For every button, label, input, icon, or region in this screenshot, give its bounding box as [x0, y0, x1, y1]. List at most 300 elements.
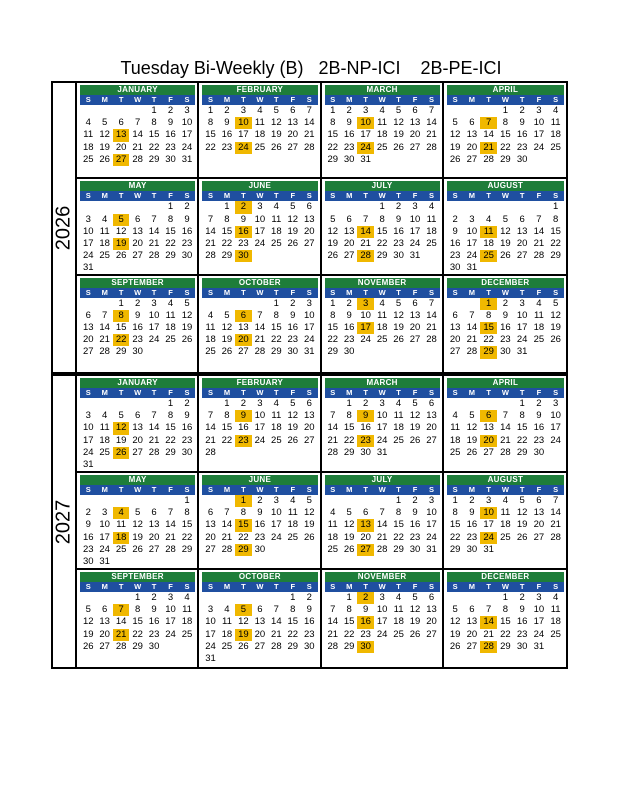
weekday-label: F	[412, 582, 418, 591]
day-date: 9	[184, 213, 190, 225]
payday-date: 29	[235, 544, 251, 556]
weekday-header	[202, 191, 317, 201]
day-date: 27	[483, 446, 494, 458]
weekday-label: T	[396, 485, 401, 494]
weekday-label: T	[118, 388, 124, 397]
day-date: 21	[271, 628, 282, 640]
day-date: 14	[533, 225, 545, 237]
day-date: 22	[393, 531, 404, 543]
day-date: 5	[330, 213, 336, 225]
day-date: 22	[132, 628, 143, 640]
day-date: 5	[224, 309, 230, 321]
day-date: 20	[409, 322, 421, 334]
day-date: 21	[360, 237, 371, 249]
day-date: 28	[533, 250, 545, 262]
weekday-label: F	[168, 191, 173, 201]
weekday-header	[447, 95, 564, 105]
day-date: 7	[207, 410, 214, 422]
day-date: 21	[327, 434, 339, 446]
day-date: 8	[379, 213, 385, 225]
month-august-2026	[444, 179, 566, 275]
day-date: 17	[82, 434, 94, 446]
day-date: 16	[132, 322, 143, 334]
day-date: 16	[449, 237, 461, 249]
weekday-label: F	[412, 191, 418, 201]
month-december-2027	[444, 570, 566, 667]
weekday-label: F	[290, 191, 296, 201]
payday-date: 24	[235, 142, 251, 154]
year-label	[53, 376, 77, 667]
day-date: 23	[181, 237, 193, 249]
day-date: 3	[306, 297, 312, 309]
empty-day	[129, 105, 145, 117]
weekday-label: S	[452, 485, 458, 494]
day-date: 16	[82, 531, 94, 543]
empty-day	[325, 398, 341, 410]
weekday-label: S	[85, 191, 91, 201]
day-date: 15	[287, 616, 299, 628]
day-date: 5	[502, 213, 509, 225]
weekday-label: S	[429, 95, 435, 104]
weekday-label: W	[378, 485, 386, 494]
day-date: 1	[346, 398, 352, 409]
day-date: 16	[221, 129, 233, 141]
weekday-header	[80, 288, 195, 298]
weekday-label: M	[346, 95, 353, 104]
day-date: 29	[500, 640, 511, 652]
weekday-label: W	[501, 287, 509, 297]
weekday-label: F	[290, 485, 296, 494]
day-date: 24	[303, 334, 315, 346]
day-date: 14	[466, 322, 478, 334]
empty-day	[202, 298, 218, 310]
weekday-label: W	[134, 95, 142, 104]
day-date: 21	[205, 434, 216, 446]
day-date: 20	[360, 531, 371, 543]
day-date: 30	[254, 543, 266, 555]
day-date: 29	[449, 543, 461, 555]
weekday-label: S	[452, 582, 458, 591]
empty-day	[341, 495, 357, 507]
payday-date: 7	[113, 604, 129, 616]
day-date: 28	[115, 640, 127, 652]
day-date: 4	[290, 495, 296, 506]
day-date: 10	[376, 410, 388, 422]
empty-day	[235, 592, 251, 604]
day-date: 2	[346, 297, 352, 309]
weekday-label: M	[346, 388, 353, 397]
payday-date: 15	[235, 519, 251, 531]
day-date: 18	[271, 225, 282, 237]
day-date: 9	[346, 309, 352, 321]
day-date: 1	[224, 201, 230, 213]
day-date: 25	[287, 531, 299, 543]
payday-date: 20	[480, 435, 497, 447]
month-name: FEBRUARY	[202, 85, 317, 95]
day-date: 27	[205, 543, 216, 555]
payday-date: 7	[480, 117, 497, 129]
day-date: 4	[257, 105, 263, 116]
day-date: 6	[536, 495, 542, 506]
weekday-label: S	[452, 287, 458, 297]
empty-day	[374, 495, 390, 507]
day-date: 15	[327, 129, 339, 141]
payday-date: 30	[357, 641, 373, 653]
day-date: 18	[500, 519, 511, 531]
day-grid	[80, 495, 195, 568]
day-date: 29	[148, 153, 160, 165]
day-date: 19	[393, 322, 404, 334]
day-date: 31	[516, 346, 528, 358]
day-date: 25	[254, 141, 266, 153]
day-date: 5	[85, 604, 91, 616]
day-date: 24	[533, 628, 545, 640]
weekday-label: M	[468, 95, 475, 104]
weekday-label: S	[306, 485, 312, 494]
day-date: 22	[327, 141, 339, 153]
day-date: 7	[552, 495, 559, 506]
day-date: 25	[181, 628, 193, 640]
empty-day	[113, 201, 129, 213]
day-date: 21	[148, 237, 160, 249]
weekday-label: M	[101, 95, 108, 104]
day-date: 2	[290, 297, 296, 309]
weekday-label: T	[151, 388, 157, 397]
weekday-header	[325, 485, 440, 495]
day-date: 25	[550, 628, 561, 640]
day-date: 19	[287, 422, 299, 434]
day-date: 30	[287, 346, 299, 358]
day-date: 14	[376, 519, 388, 531]
day-date: 24	[533, 141, 545, 153]
weekday-label: F	[168, 287, 173, 297]
day-date: 21	[303, 129, 315, 141]
day-date: 4	[485, 213, 492, 225]
empty-day	[531, 201, 548, 213]
payday-date: 13	[113, 129, 129, 141]
day-date: 12	[449, 616, 461, 628]
day-date: 12	[327, 225, 339, 237]
day-grid	[447, 592, 564, 653]
weekday-header	[325, 288, 440, 298]
day-date: 26	[238, 640, 249, 652]
weekday-label: F	[290, 95, 296, 104]
day-date: 26	[409, 628, 421, 640]
month-january-2026	[77, 83, 199, 179]
day-date: 19	[409, 616, 421, 628]
day-date: 8	[395, 507, 402, 519]
day-date: 23	[409, 531, 421, 543]
day-date: 17	[238, 129, 249, 141]
day-date: 13	[238, 322, 249, 334]
day-date: 5	[519, 495, 525, 506]
day-date: 17	[483, 519, 494, 531]
empty-day	[113, 495, 129, 507]
weekday-label: T	[274, 95, 279, 104]
day-date: 12	[466, 422, 478, 434]
day-date: 12	[287, 213, 299, 225]
day-date: 11	[550, 604, 561, 616]
day-date: 2	[184, 398, 190, 409]
weekday-label: M	[223, 191, 231, 201]
day-date: 4	[552, 105, 559, 116]
weekday-label: S	[553, 191, 559, 201]
payday-date: 1	[235, 495, 251, 507]
day-date: 7	[469, 309, 475, 321]
day-date: 31	[205, 652, 216, 664]
weekday-label: S	[184, 287, 190, 297]
day-date: 24	[82, 250, 94, 262]
day-date: 14	[132, 129, 143, 141]
day-date: 31	[409, 250, 421, 262]
day-date: 11	[83, 129, 94, 141]
payday-date: 26	[113, 447, 129, 459]
day-date: 22	[483, 334, 494, 346]
day-date: 6	[207, 507, 214, 519]
day-date: 27	[533, 531, 545, 543]
day-date: 20	[426, 616, 437, 628]
month-june-2026	[199, 179, 321, 275]
day-date: 21	[99, 334, 110, 346]
month-december-2026	[444, 276, 566, 372]
day-date: 1	[502, 592, 509, 603]
day-date: 11	[500, 507, 511, 519]
day-date: 11	[99, 225, 110, 237]
day-date: 9	[519, 604, 525, 616]
day-date: 22	[376, 237, 388, 249]
day-date: 14	[327, 616, 339, 628]
year-label-text: 2027	[52, 499, 75, 544]
day-grid	[202, 201, 317, 262]
day-date: 6	[257, 604, 263, 616]
weekday-label: S	[330, 485, 336, 494]
month-name: JUNE	[202, 181, 317, 191]
day-date: 22	[148, 141, 160, 153]
day-date: 31	[533, 640, 545, 652]
day-date: 6	[363, 507, 369, 519]
month-name: NOVEMBER	[325, 278, 440, 288]
month-name: JULY	[325, 181, 440, 191]
weekday-label: T	[241, 485, 246, 494]
day-date: 2	[167, 105, 174, 116]
empty-day	[341, 201, 357, 213]
empty-day	[80, 398, 96, 410]
weekday-label: T	[486, 388, 491, 397]
day-date: 11	[393, 604, 404, 616]
payday-date: 15	[480, 322, 497, 334]
weekday-label: S	[330, 95, 336, 104]
day-date: 29	[500, 153, 511, 165]
day-date: 17	[376, 616, 388, 628]
day-date: 30	[343, 346, 355, 358]
day-date: 13	[132, 225, 143, 237]
day-date: 24	[376, 628, 388, 640]
day-date: 20	[132, 237, 143, 249]
day-date: 5	[452, 604, 458, 616]
day-date: 13	[533, 507, 545, 519]
payday-date: 19	[235, 629, 251, 641]
weekday-header	[447, 485, 564, 495]
day-date: 3	[167, 592, 174, 603]
weekday-label: S	[85, 95, 91, 104]
payday-date: 8	[113, 310, 129, 322]
day-date: 3	[552, 398, 559, 409]
day-date: 5	[102, 117, 108, 129]
day-date: 30	[181, 250, 193, 262]
payday-date: 2	[357, 592, 373, 604]
day-date: 10	[533, 604, 545, 616]
day-grid	[202, 495, 317, 556]
empty-day	[129, 398, 145, 410]
day-date: 6	[85, 309, 91, 321]
day-date: 22	[500, 141, 511, 153]
day-date: 13	[82, 322, 94, 334]
day-date: 16	[254, 519, 266, 531]
day-date: 3	[240, 105, 247, 116]
day-date: 13	[99, 616, 110, 628]
day-date: 25	[205, 346, 216, 358]
day-date: 28	[99, 346, 110, 358]
day-date: 4	[102, 213, 108, 225]
day-date: 2	[536, 398, 542, 409]
day-date: 31	[99, 555, 110, 567]
day-date: 13	[303, 213, 315, 225]
day-date: 31	[82, 458, 94, 470]
day-date: 23	[449, 250, 461, 262]
month-name: MARCH	[325, 85, 440, 95]
day-date: 10	[165, 604, 176, 616]
day-date: 14	[303, 117, 315, 129]
day-date: 16	[181, 422, 193, 434]
day-date: 2	[395, 201, 402, 213]
day-date: 18	[449, 434, 461, 446]
day-date: 13	[409, 309, 421, 321]
day-date: 29	[287, 640, 299, 652]
month-name: JUNE	[202, 475, 317, 485]
day-date: 9	[167, 117, 174, 129]
day-date: 25	[327, 543, 339, 555]
day-date: 5	[412, 398, 418, 409]
day-date: 5	[346, 507, 352, 519]
day-date: 16	[165, 129, 176, 141]
day-date: 28	[303, 141, 315, 153]
empty-day	[464, 398, 481, 410]
day-date: 22	[449, 531, 461, 543]
day-date: 9	[151, 604, 157, 616]
month-name: MAY	[80, 181, 195, 191]
day-date: 25	[426, 237, 437, 249]
payday-date: 6	[235, 310, 251, 322]
day-date: 1	[151, 105, 157, 116]
day-date: 24	[254, 237, 266, 249]
payday-date: 27	[113, 154, 129, 166]
day-date: 12	[409, 410, 421, 422]
day-date: 29	[165, 250, 176, 262]
day-date: 12	[303, 507, 315, 519]
day-date: 26	[271, 141, 282, 153]
month-name: APRIL	[447, 378, 564, 388]
day-date: 1	[273, 297, 279, 309]
weekday-label: F	[536, 485, 542, 494]
weekday-label: M	[468, 485, 475, 494]
weekday-label: S	[452, 95, 458, 104]
day-date: 11	[377, 309, 388, 321]
weekday-label: T	[274, 485, 279, 494]
day-date: 8	[552, 213, 559, 225]
day-date: 4	[224, 604, 230, 616]
day-date: 11	[271, 410, 282, 422]
weekday-label: F	[536, 191, 542, 201]
day-date: 25	[550, 141, 561, 153]
weekday-label: S	[330, 388, 336, 397]
empty-day	[325, 592, 341, 604]
day-date: 22	[165, 434, 176, 446]
weekday-label: T	[118, 287, 124, 297]
day-date: 21	[426, 322, 437, 334]
day-date: 2	[519, 105, 525, 116]
day-date: 17	[181, 129, 193, 141]
day-date: 6	[290, 105, 296, 116]
day-date: 16	[466, 519, 478, 531]
day-date: 21	[254, 334, 266, 346]
day-date: 16	[500, 322, 511, 334]
day-date: 30	[516, 640, 528, 652]
empty-day	[219, 495, 235, 507]
day-date: 15	[205, 129, 216, 141]
weekday-label: W	[256, 485, 264, 494]
day-date: 29	[393, 543, 404, 555]
day-date: 4	[502, 495, 509, 506]
day-date: 28	[254, 346, 266, 358]
month-may-2027	[77, 473, 199, 570]
day-date: 6	[306, 201, 312, 213]
weekday-label: S	[306, 191, 312, 201]
weekday-label: S	[429, 191, 435, 201]
day-date: 19	[99, 141, 110, 153]
day-date: 25	[115, 543, 127, 555]
day-date: 11	[182, 604, 192, 616]
day-date: 27	[287, 141, 299, 153]
day-date: 16	[533, 422, 545, 434]
weekday-header	[202, 582, 317, 592]
day-date: 24	[254, 434, 266, 446]
day-date: 12	[409, 604, 421, 616]
weekday-header	[325, 388, 440, 398]
day-date: 25	[99, 446, 110, 458]
day-date: 12	[516, 507, 528, 519]
day-date: 13	[205, 519, 216, 531]
weekday-label: S	[553, 388, 559, 397]
weekday-label: M	[101, 582, 108, 591]
payday-date: 23	[235, 435, 251, 447]
day-date: 2	[346, 105, 352, 116]
day-date: 18	[550, 129, 561, 141]
day-date: 6	[151, 507, 157, 519]
day-date: 18	[99, 434, 110, 446]
day-date: 26	[115, 250, 127, 262]
day-date: 17	[205, 628, 216, 640]
month-may-2026	[77, 179, 199, 275]
day-date: 3	[184, 105, 190, 116]
day-date: 4	[552, 592, 559, 603]
day-date: 26	[287, 434, 299, 446]
day-date: 23	[238, 237, 249, 249]
day-date: 19	[287, 225, 299, 237]
weekday-label: W	[501, 95, 509, 104]
day-date: 1	[330, 105, 336, 116]
month-september-2026	[77, 276, 199, 372]
weekday-label: S	[306, 287, 312, 297]
